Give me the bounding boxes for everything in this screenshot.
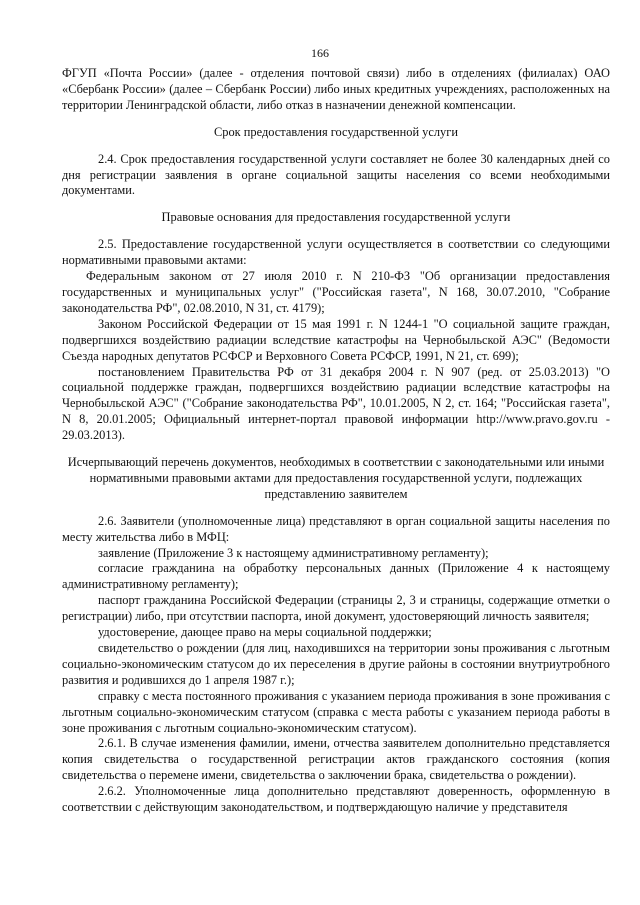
paragraph: согласие гражданина на обработку персональных данных (Приложение 4 к настоящему административному регламенту); (62, 561, 610, 592)
section-heading: Правовые основания для предоставления государственной услуги (161, 210, 511, 225)
paragraph: свидетельство о рождении (для лиц, находившихся на территории зоны проживания с льготным социально-экономическим статусом до их переселения в другие районы в состоянии внутриутробного развития и родившихся до 1 апреля 1987 г.); (62, 641, 610, 687)
section-heading: Срок предоставления государственной услуги (214, 124, 458, 139)
paragraph: удостоверение, дающее право на меры социальной поддержки; (98, 625, 432, 640)
spacer (62, 444, 610, 455)
section-heading: Исчерпывающий перечень документов, необходимых в соответствии с законодательными или иными нормативными правовыми актами для предоставления государственной услуги, подлежащих представлению заявителем (67, 455, 605, 501)
spacer (62, 199, 610, 210)
paragraph: 2.6.1. В случае изменения фамилии, имени, отчества заявителем дополнительно представляется копия свидетельства о государственной регистрации актов гражданского состояния (копия свидетельства о перемене имени, свидетельства о заключении брака, свидетельства о рождении). (62, 736, 610, 783)
page-number: 166 (311, 46, 329, 60)
paragraph: паспорт гражданина Российской Федерации (страницы 2, 3 и страницы, содержащие отметки о регистрации) либо, при отсутствии паспорта, иной документ, удостоверяющий личность заявителя; (62, 593, 610, 624)
paragraph: заявление (Приложение 3 к настоящему административному регламенту); (98, 545, 489, 560)
paragraph: 2.5. Предоставление государственной услуги осуществляется в соответствии со следующими нормативными правовыми актами: (62, 237, 610, 268)
paragraph: Федеральным законом от 27 июля 2010 г. N 210-ФЗ "Об организации предоставления государственных и муниципальных услуг" ("Российская газета", N 168, 30.07.2010, "Собрание законодательства РФ", 02.08.2010, N 31, ст. 4179); (62, 269, 610, 315)
paragraph: справку с места постоянного проживания с указанием периода проживания в зоне проживания с льготным социально-экономическим статусом (справка с места работы с указанием периода работы в зоне проживания с льготным социально-экономическим статусом). (62, 688, 610, 735)
paragraph: Законом Российской Федерации от 15 мая 1991 г. N 1244-1 "О социальной защите граждан, подвергшихся воздействию радиации вследствие катастрофы на Чернобыльской АЭС" (Ведомости Съезда народных депутатов РСФСР и Верховного Совета РСФСР, 1991, N 21, ст. 699); (62, 316, 610, 363)
spacer (62, 114, 610, 125)
paragraph: ФГУП «Почта России» (далее - отделения почтовой связи) либо в отделениях (филиалах) ОАО «Сбербанк России» (далее – Сбербанк России) либо иных кредитных учреждениях, расположенных на территории Ленинградской области, либо отказ в назначении денежной компенсации. (62, 66, 610, 112)
paragraph: 2.4. Срок предоставления государственной услуги составляет не более 30 календарных дней со дня регистрации заявления в органе социальной защиты населения со всеми необходимыми документами. (62, 151, 610, 198)
paragraph: 2.6.2. Уполномоченные лица дополнительно представляют доверенность, оформленную в соответствии с действующим законодательством, и подтверждающую наличие у представителя (62, 784, 610, 815)
spacer (62, 226, 610, 237)
document-body (62, 66, 610, 816)
paragraph: 2.6. Заявители (уполномоченные лица) представляют в орган социальной защиты населения по месту жительства либо в МФЦ: (62, 513, 610, 544)
spacer (62, 141, 610, 152)
paragraph: постановлением Правительства РФ от 31 декабря 2004 г. N 907 (ред. от 25.03.2013) "О социальной поддержке граждан, подвергшихся воздействию радиации вследствие катастрофы на Чернобыльской АЭС" ("Собрание законодательства РФ", 10.01.2005, N 2, ст. 164; "Российская газета", N 8, 20.01.2005; Официальный интернет-портал правовой информации http://www.pravo.gov.ru - 29.03.2013). (62, 364, 610, 443)
spacer (62, 503, 610, 514)
